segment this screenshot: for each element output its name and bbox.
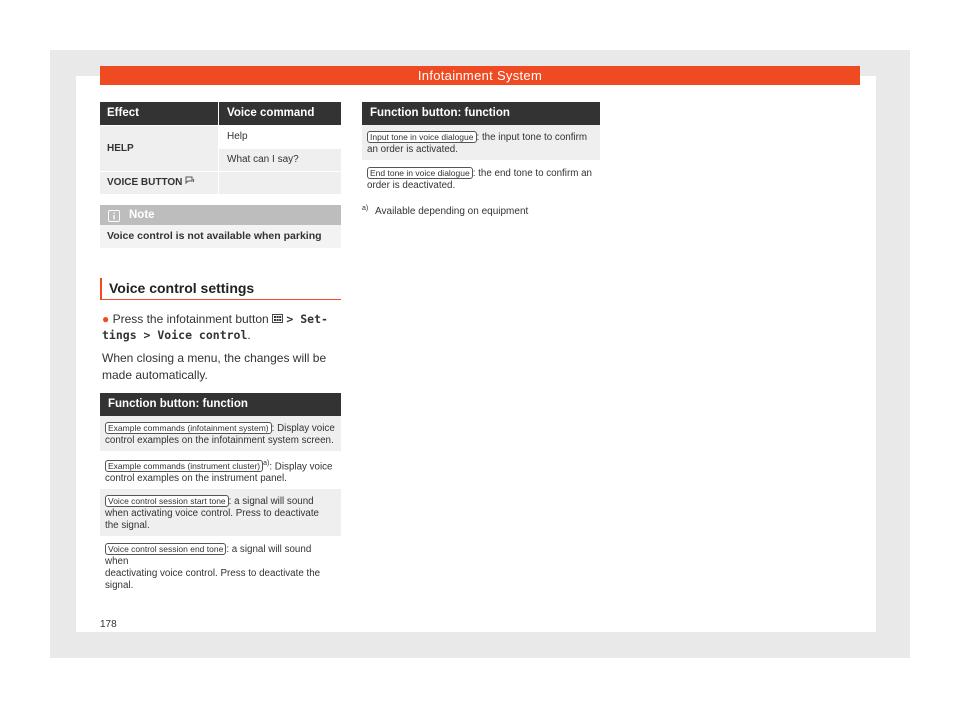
command-cell: Help — [219, 126, 341, 148]
footnote — [362, 205, 528, 217]
function-text: : Display voice — [271, 423, 335, 434]
function-text: order is deactivated. — [367, 180, 456, 191]
note-header — [100, 205, 341, 225]
function-row — [100, 416, 341, 451]
closing-paragraph — [102, 350, 342, 384]
function-row — [362, 125, 600, 160]
function-text: signal. — [105, 580, 134, 591]
chapter-header: Infotainment System — [100, 66, 860, 85]
function-table-header: Function button: function — [362, 102, 600, 125]
note-text: Voice control is not available when parking — [100, 225, 341, 248]
function-text: control examples on the instrument panel. — [105, 473, 287, 485]
section-title: Voice control settings — [100, 278, 341, 300]
column-header-effect: Effect — [100, 102, 218, 125]
function-text: : a signal will sound — [228, 496, 314, 507]
instruction-text: Press the infotainment button — [112, 312, 269, 326]
function-text: the signal. — [105, 520, 150, 531]
function-text: control examples on the infotainment system screen. — [105, 435, 334, 446]
column-header-voice-command: Voice command — [219, 102, 341, 125]
function-text: : Display voice — [269, 461, 333, 473]
command-cell: What can I say? — [219, 149, 341, 171]
effect-cell: HELP — [100, 126, 218, 171]
function-table-header: Function button: function — [100, 393, 341, 416]
function-button-tag[interactable]: End tone in voice dialogue — [367, 167, 473, 179]
footnote-text: Available depending on equipment — [375, 206, 529, 218]
effect-label: VOICE BUTTON — [107, 177, 183, 188]
effect-cell — [100, 172, 218, 194]
footnote-ref: a) — [263, 460, 270, 467]
closing-line: made automatically. — [102, 368, 208, 382]
menu-path: tings > Voice control — [102, 328, 248, 342]
closing-line: When closing a menu, the changes will be — [102, 351, 327, 365]
function-text: : the end tone to confirm an — [472, 168, 592, 179]
bullet-icon: ● — [102, 312, 110, 326]
page-number: 178 — [100, 619, 117, 630]
menu-grid-icon — [272, 311, 283, 327]
function-text: when activating voice control. Press to deactivate — [105, 508, 320, 519]
function-text: : a signal will sound when — [105, 544, 312, 567]
menu-path: > Set- — [286, 312, 328, 326]
function-row — [100, 537, 341, 591]
function-row — [362, 161, 600, 197]
function-button-tag[interactable]: Voice control session end tone — [105, 543, 226, 555]
function-button-tag[interactable]: Input tone in voice dialogue — [367, 131, 477, 143]
voice-speech-icon — [185, 172, 195, 194]
function-button-tag[interactable]: Voice control session start tone — [105, 495, 229, 507]
function-row — [100, 489, 341, 536]
function-text: : the input tone to confirm — [476, 132, 588, 143]
function-button-tag[interactable]: Example commands (infotainment system) — [105, 422, 272, 434]
function-button-tag[interactable]: Example commands (instrument cluster) — [105, 460, 263, 472]
note-title: Note — [129, 209, 155, 221]
command-cell — [219, 172, 341, 194]
function-row — [100, 452, 341, 488]
footnote-mark: a) — [362, 205, 369, 212]
instruction-end: . — [247, 328, 251, 342]
function-text: an order is activated. — [367, 144, 458, 155]
function-text: deactivating voice control. Press to deactivate the — [105, 568, 321, 579]
instruction-step — [102, 311, 342, 343]
